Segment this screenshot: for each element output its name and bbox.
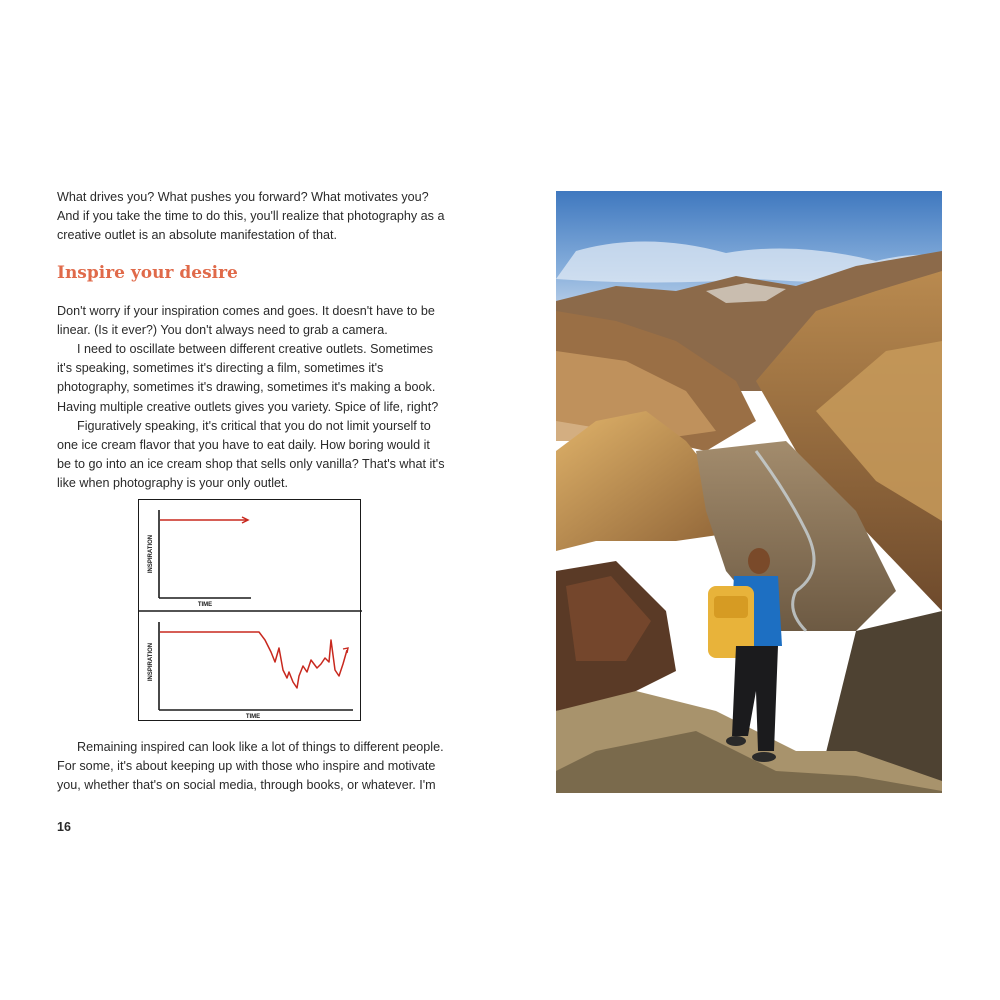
bottom-arrowhead <box>343 648 348 653</box>
paragraph-2: I need to oscillate between different creative outlets. Sometimes it's speaking, sometimes it's directing a film, sometimes it's photography, sometimes it's drawing, sometimes it's making a book. Having multiple creative outlets gives you variety. Spice of life, right? <box>57 342 439 414</box>
bottom-text-column <box>57 738 445 796</box>
inspiration-illustration <box>138 499 361 721</box>
bottom-ylabel: INSPIRATION <box>148 642 154 682</box>
page-number: 16 <box>57 820 71 834</box>
section-heading: Inspire your desire <box>57 262 238 283</box>
bottom-xlabel: TIME <box>245 714 261 720</box>
paragraph-3: Figuratively speaking, it's critical that you do not limit yourself to one ice cream flavor that you have to eat daily. How boring would it be to go into an ice cream shop that sells only vanilla? That's what it's like when photography is your only outlet. <box>57 418 445 491</box>
bottom-inspiration-line <box>160 632 347 688</box>
left-text-column <box>57 188 445 494</box>
top-xlabel: TIME <box>197 602 213 608</box>
inspiration-graphs-svg <box>139 500 362 722</box>
paragraph-4: Remaining inspired can look like a lot of things to different people. For some, it's about keeping up with those who inspire and motivate you, whether that's on social media, through books, or whatever. I'm <box>57 740 444 793</box>
hiker-landscape-photo <box>556 191 942 793</box>
paragraph-1: Don't worry if your inspiration comes and goes. It doesn't have to be linear. (Is it ever?) You don't always need to grab a camera. <box>57 303 435 337</box>
landscape-illustration <box>556 191 942 793</box>
top-ylabel: INSPIRATION <box>148 534 154 574</box>
intro-paragraph: What drives you? What pushes you forward? What motivates you? And if you take the time to do this, you'll realize that photography as a creative outlet is an absolute manifestation of that. <box>57 190 445 243</box>
